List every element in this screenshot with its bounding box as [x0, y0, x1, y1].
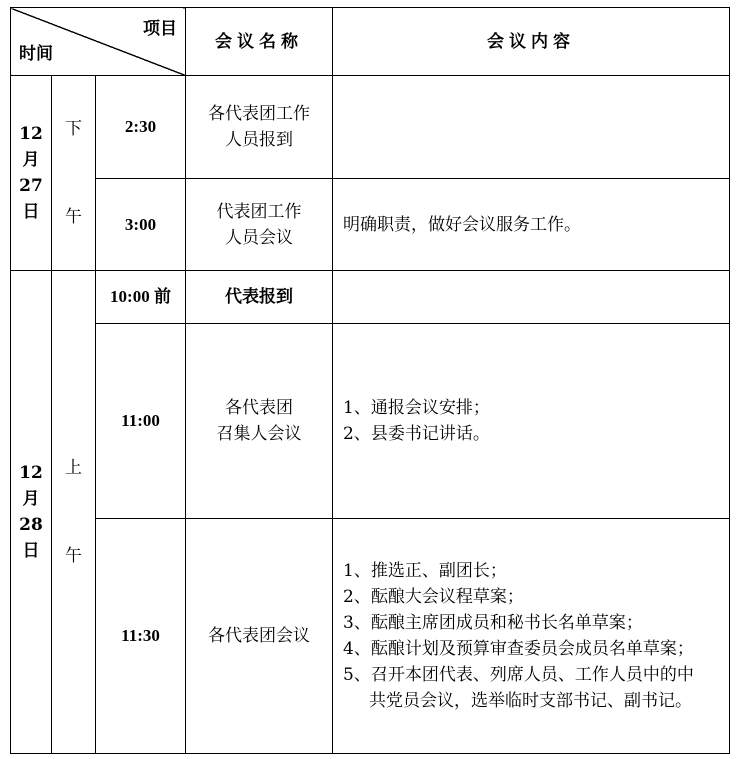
- time-cell: 11:30: [96, 519, 186, 754]
- time-cell: 3:00: [96, 179, 186, 271]
- day1-date: 12 月 27 日: [11, 76, 52, 271]
- meeting-content-cell: 1、通报会议安排； 2、县委书记讲话。: [333, 324, 730, 519]
- item-label: 项目: [143, 19, 178, 39]
- header-row: [11, 8, 730, 76]
- meeting-name-cell: 各代表团工作 人员报到: [186, 76, 333, 179]
- meeting-content-cell: [333, 76, 730, 179]
- diagonal-header-cell: [11, 8, 186, 76]
- day2-date: 12 月 28 日: [11, 271, 52, 754]
- content-header: 会议内容: [333, 8, 730, 76]
- meeting-content-cell: [333, 271, 730, 324]
- table-row: [11, 519, 730, 754]
- time-cell: 2:30: [96, 76, 186, 179]
- table-row: [11, 271, 730, 324]
- table-row: [11, 179, 730, 271]
- day2-period: 上 午: [52, 271, 96, 754]
- time-cell: 11:00: [96, 324, 186, 519]
- time-cell: 10:00 前: [96, 271, 186, 324]
- name-header: 会议名称: [186, 8, 333, 76]
- meeting-name-cell: 各代表团会议: [186, 519, 333, 754]
- meeting-content-cell: 1、推选正、副团长； 2、酝酿大会议程草案； 3、酝酿主席团成员和秘书长名单草案； 4、酝酿计划及预算审查委员会成员名单草案； 5、召开本团代表、列席人员、工作人员中的中 共党员会议，选举临时支部书记、副书记。: [333, 519, 730, 754]
- day1-period: 下 午: [52, 76, 96, 271]
- time-label: 时间: [19, 44, 53, 64]
- meeting-name-cell: 代表报到: [186, 271, 333, 324]
- meeting-schedule-table: [10, 7, 730, 754]
- meeting-name-cell: 各代表团 召集人会议: [186, 324, 333, 519]
- table-row: [11, 76, 730, 179]
- meeting-name-cell: 代表团工作 人员会议: [186, 179, 333, 271]
- meeting-content-cell: 明确职责，做好会议服务工作。: [333, 179, 730, 271]
- table-row: [11, 324, 730, 519]
